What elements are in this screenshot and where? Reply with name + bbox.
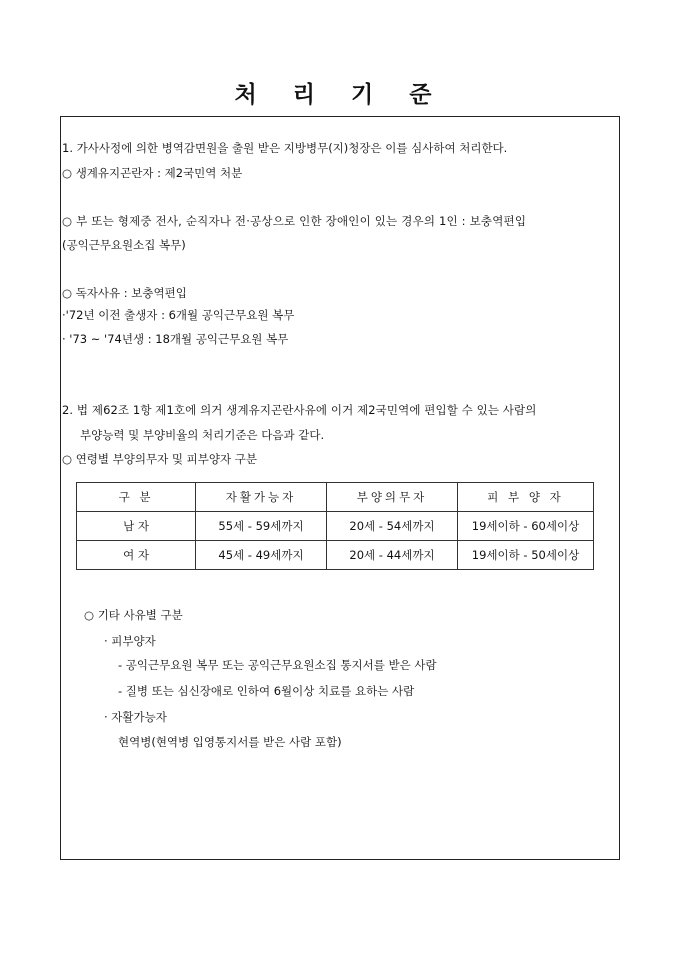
section1-heading: 1. 가사사정에 의한 병역감면원을 출원 받은 지방병무(지)청장은 이를 심사하여 처리한다. <box>62 141 508 155</box>
item-only-son: ○ 독자사유 : 보충역편입 <box>62 286 187 300</box>
table-cell: 남 자 <box>77 512 196 541</box>
table-header: 부양의무자 <box>327 483 458 512</box>
page-title: 처 리 기 준 <box>234 82 446 108</box>
table-cell: 55세 - 59세까지 <box>196 512 327 541</box>
age-table <box>76 482 594 570</box>
other-heading: ○ 기타 사유별 구분 <box>84 608 183 622</box>
dependent-label: · 피부양자 <box>104 634 156 648</box>
section2-heading-line1: 2. 법 제62조 1항 제1호에 의거 생계유지곤란사유에 이거 제2국민역에 편입할 수 있는 사람의 <box>62 403 537 417</box>
table-header: 자활가능자 <box>196 483 327 512</box>
table-header-row <box>77 483 594 512</box>
table-cell: 19세이하 - 50세이상 <box>458 541 594 570</box>
item-parent-line1: ○ 부 또는 형제중 전사, 순직자나 전·공상으로 인한 장애인이 있는 경우의 1인 : 보충역편입 <box>62 214 527 228</box>
table-cell: 여 자 <box>77 541 196 570</box>
selfsupport-item: 현역병(현역병 입영통지서를 받은 사람 포함) <box>118 735 342 749</box>
dependent-item-1: - 공익근무요원 복무 또는 공익근무요원소집 통지서를 받은 사람 <box>118 658 437 672</box>
item-livelihood: ○ 생계유지곤란자 : 제2국민역 처분 <box>62 166 243 180</box>
table-header: 피 부 양 자 <box>458 483 594 512</box>
item-parent-line2: (공익근무요원소집 복무) <box>62 238 186 252</box>
table-row <box>77 541 594 570</box>
table-cell: 20세 - 54세까지 <box>327 512 458 541</box>
table-cell: 20세 - 44세까지 <box>327 541 458 570</box>
table-header: 구 분 <box>77 483 196 512</box>
table-cell: 19세이하 - 60세이상 <box>458 512 594 541</box>
sub-item-1973: · '73 ~ '74년생 : 18개월 공익근무요원 복무 <box>62 332 289 346</box>
dependent-item-2: - 질병 또는 심신장애로 인하여 6월이상 치료를 요하는 사람 <box>118 684 415 698</box>
table-cell: 45세 - 49세까지 <box>196 541 327 570</box>
sub-item-1972: ·'72년 이전 출생자 : 6개월 공익근무요원 복무 <box>62 308 295 322</box>
section2-heading-line2: 부양능력 및 부양비율의 처리기준은 다음과 같다. <box>80 428 325 442</box>
table-caption: ○ 연령별 부양의무자 및 피부양자 구분 <box>62 452 257 466</box>
table-row <box>77 512 594 541</box>
selfsupport-label: · 자활가능자 <box>104 710 167 724</box>
